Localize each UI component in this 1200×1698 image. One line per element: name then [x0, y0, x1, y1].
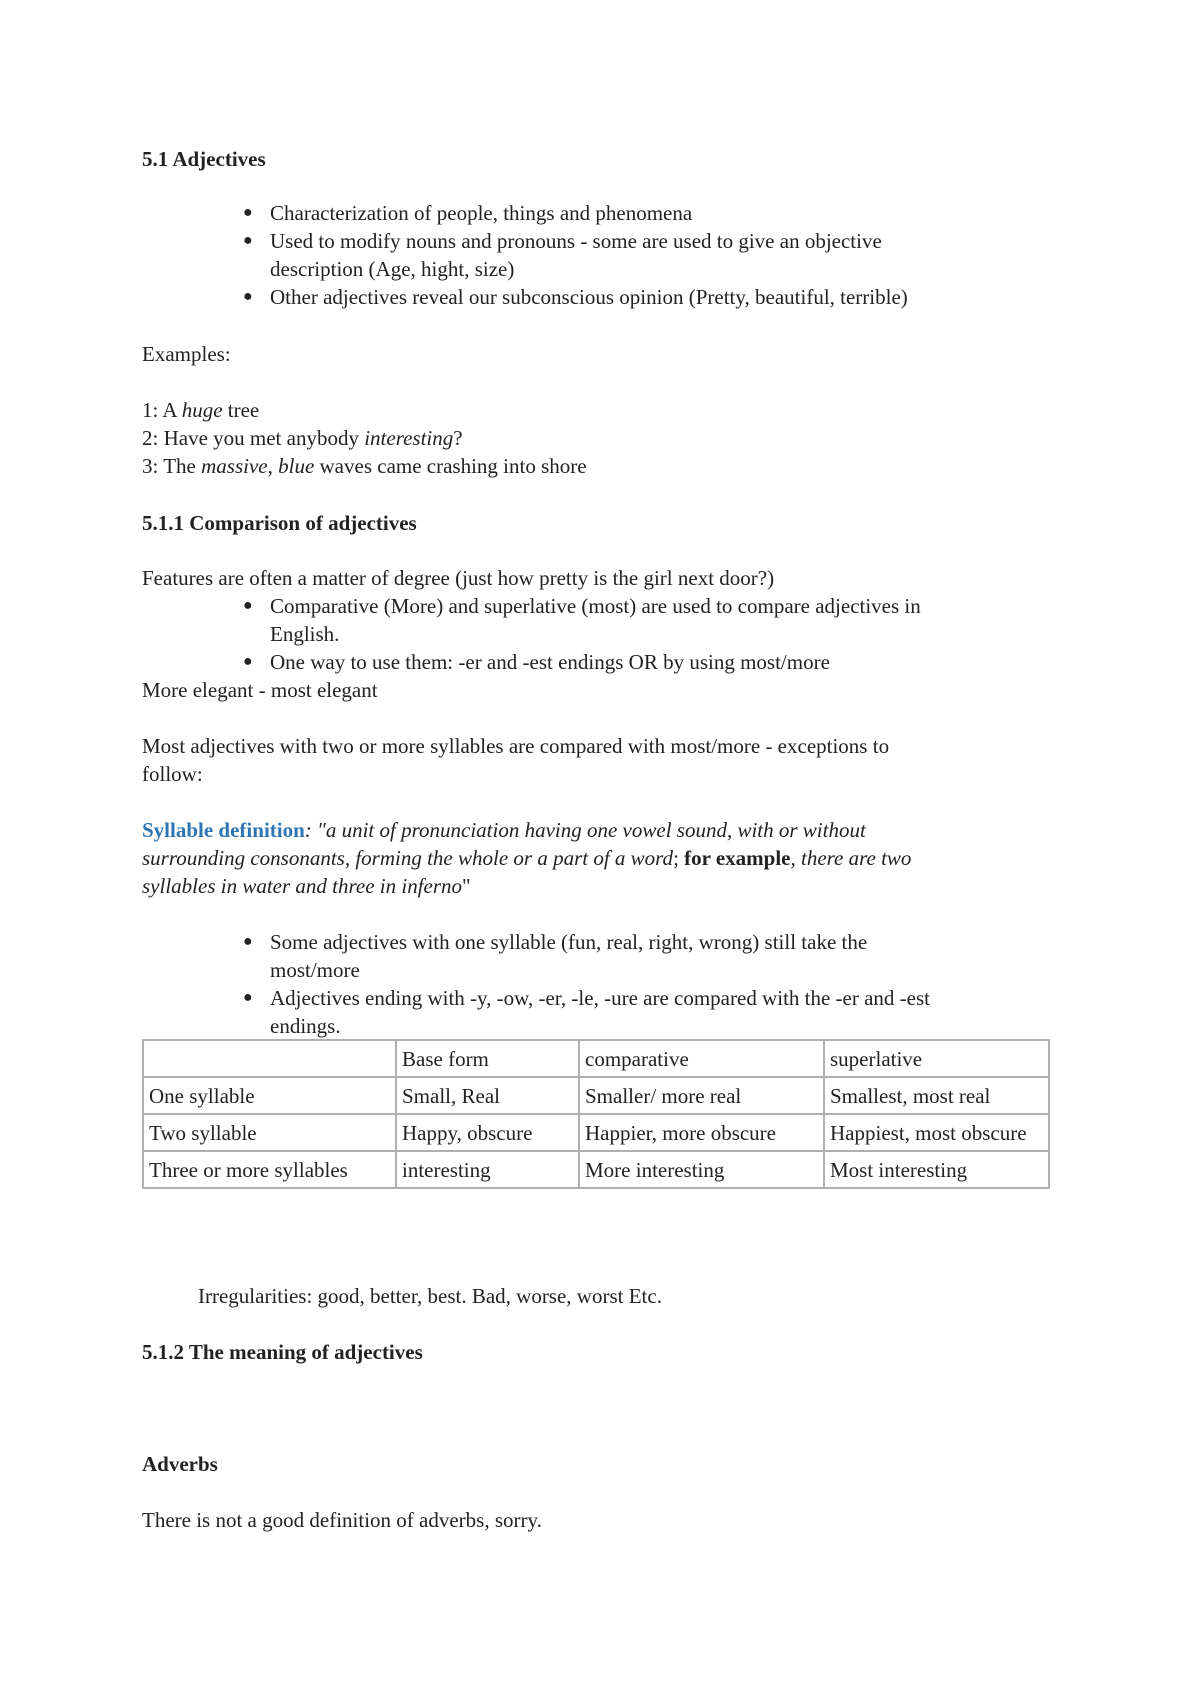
table-row: [143, 1151, 1049, 1188]
quote-text: "a unit of pronunciation having one vowel sound, with or without: [317, 818, 866, 842]
text-span: ;: [673, 846, 685, 870]
syllable-definition-line-2: [142, 844, 911, 872]
quote-text: surrounding consonants, forming the whole or a part of a word: [142, 846, 674, 870]
text-span: 1: A: [142, 398, 182, 422]
italic-word: huge: [181, 398, 223, 422]
table-cell: Two syllable: [143, 1114, 396, 1151]
table-cell: Smallest, most real: [824, 1077, 1049, 1114]
heading-adverbs: Adverbs: [142, 1452, 218, 1476]
text-span: 2: Have you met anybody: [142, 426, 365, 450]
quote-text: , there are two: [790, 846, 912, 870]
table-cell: More interesting: [579, 1151, 824, 1188]
heading-5-1-2: 5.1.2 The meaning of adjectives: [142, 1340, 423, 1364]
table-cell: Base form: [396, 1040, 579, 1077]
heading-5-1: 5.1 Adjectives: [142, 147, 266, 171]
paragraph-continued: follow:: [142, 762, 203, 786]
table-row: [143, 1114, 1049, 1151]
bullet-item: One way to use them: -er and -est endings OR by using most/more: [270, 650, 830, 674]
text-span: ,: [267, 454, 279, 478]
quote-text: syllables in water and three in inferno: [142, 874, 463, 898]
table-cell: Small, Real: [396, 1077, 579, 1114]
table-cell: superlative: [824, 1040, 1049, 1077]
paragraph: Most adjectives with two or more syllables are compared with most/more - exceptions to: [142, 734, 890, 758]
comparison-table: [142, 1039, 1050, 1189]
bullet-icon: ●: [243, 204, 253, 221]
examples-label: Examples:: [142, 342, 231, 366]
table-cell: [143, 1040, 396, 1077]
text-span: tree: [222, 398, 260, 422]
bullet-item: Used to modify nouns and pronouns - some are used to give an objective: [270, 229, 882, 253]
paragraph: More elegant - most elegant: [142, 678, 378, 702]
example-line-3: [142, 452, 587, 480]
syllable-definition-line-1: [142, 816, 866, 844]
italic-word: interesting: [364, 426, 454, 450]
bullet-icon: ●: [243, 288, 253, 305]
text-span: 3: The: [142, 454, 202, 478]
syllable-definition-line-3: [142, 872, 471, 900]
table-cell: comparative: [579, 1040, 824, 1077]
table-header-row: [143, 1040, 1049, 1077]
bullet-item-continued: endings.: [270, 1014, 341, 1038]
table-row: [143, 1077, 1049, 1114]
table-cell: One syllable: [143, 1077, 396, 1114]
italic-word: blue: [278, 454, 315, 478]
text-span: :: [304, 818, 318, 842]
paragraph: Features are often a matter of degree (just how pretty is the girl next door?): [142, 566, 775, 590]
definition-label: Syllable definition: [142, 818, 305, 842]
table-cell: interesting: [396, 1151, 579, 1188]
bullet-item: Other adjectives reveal our subconscious opinion (Pretty, beautiful, terrible): [270, 285, 908, 309]
bullet-icon: ●: [243, 597, 253, 614]
bullet-item-continued: description (Age, hight, size): [270, 257, 515, 281]
bullet-icon: ●: [243, 232, 253, 249]
bullet-item: Characterization of people, things and phenomena: [270, 201, 693, 225]
bullet-item: Adjectives ending with -y, -ow, -er, -le, -ure are compared with the -er and -est: [270, 986, 931, 1010]
table-cell: Three or more syllables: [143, 1151, 396, 1188]
bold-text: for example: [684, 846, 791, 870]
paragraph: There is not a good definition of adverbs, sorry.: [142, 1508, 542, 1532]
bullet-icon: ●: [243, 989, 253, 1006]
bullet-item-continued: English.: [270, 622, 340, 646]
bullet-item: Some adjectives with one syllable (fun, real, right, wrong) still take the: [270, 930, 868, 954]
example-line-1: [142, 396, 259, 424]
bullet-icon: ●: [243, 653, 253, 670]
bullet-item: Comparative (More) and superlative (most) are used to compare adjectives in: [270, 594, 921, 618]
bullet-icon: ●: [243, 933, 253, 950]
italic-word: massive: [201, 454, 268, 478]
text-span: waves came crashing into shore: [314, 454, 587, 478]
irregularities-note: Irregularities: good, better, best. Bad, worse, worst Etc.: [198, 1284, 662, 1308]
table-cell: Smaller/ more real: [579, 1077, 824, 1114]
heading-5-1-1: 5.1.1 Comparison of adjectives: [142, 511, 417, 535]
table-cell: Happy, obscure: [396, 1114, 579, 1151]
text-span: ": [462, 874, 471, 898]
example-line-2: [142, 424, 463, 452]
table-cell: Happier, more obscure: [579, 1114, 824, 1151]
table-cell: Happiest, most obscure: [824, 1114, 1049, 1151]
text-span: ?: [453, 426, 463, 450]
bullet-item-continued: most/more: [270, 958, 360, 982]
table-cell: Most interesting: [824, 1151, 1049, 1188]
